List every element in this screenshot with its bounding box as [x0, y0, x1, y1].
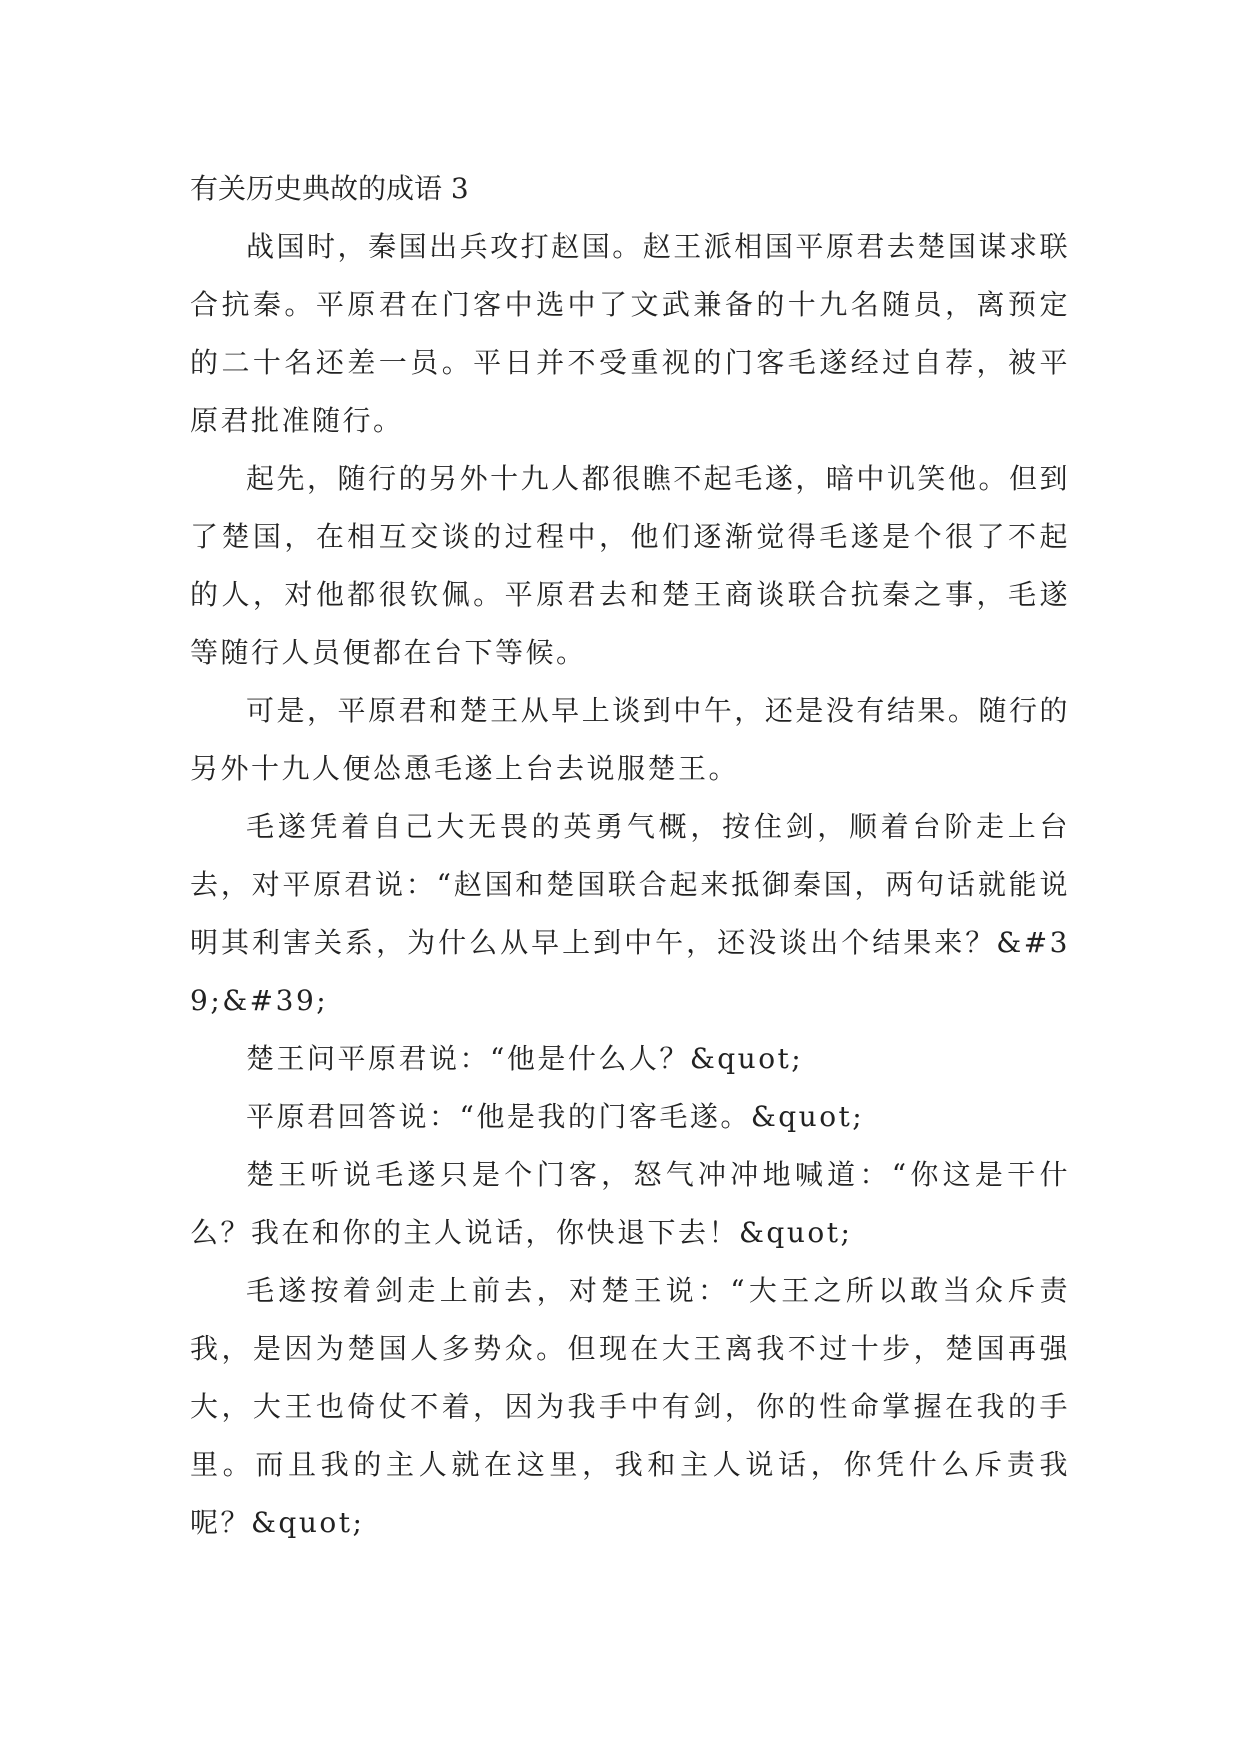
paragraph: 楚王问平原君说：“他是什么人？&quot; — [246, 1042, 804, 1075]
document-body — [190, 160, 1070, 1552]
paragraph: 楚王听说毛遂只是个门客，怒气冲冲地喊道：“你这是干什么？我在和你的主人说话，你快退下去！&quot; — [190, 1158, 1070, 1249]
paragraph: 平原君回答说：“他是我的门客毛遂。&quot; — [246, 1100, 865, 1133]
paragraph: 毛遂凭着自己大无畏的英勇气概，按住剑，顺着台阶走上台去，对平原君说：“赵国和楚国联合起来抵御秦国，两句话就能说明其利害关系，为什么从早上到中午，还没谈出个结果来？&#39;&#39; — [190, 810, 1070, 1017]
paragraph: 可是，平原君和楚王从早上谈到中午，还是没有结果。随行的另外十九人便怂恿毛遂上台去说服楚王。 — [190, 694, 1070, 785]
paragraph: 起先，随行的另外十九人都很瞧不起毛遂，暗中讥笑他。但到了楚国，在相互交谈的过程中，他们逐渐觉得毛遂是个很了不起的人，对他都很钦佩。平原君去和楚王商谈联合抗秦之事，毛遂等随行人员便都在台下等候。 — [190, 462, 1070, 669]
document-title: 有关历史典故的成语 3 — [190, 172, 469, 205]
paragraph: 毛遂按着剑走上前去，对楚王说：“大王之所以敢当众斥责我，是因为楚国人多势众。但现在大王离我不过十步，楚国再强大，大王也倚仗不着，因为我手中有剑，你的性命掌握在我的手里。而且我的主人就在这里，我和主人说话，你凭什么斥责我呢？&quot; — [190, 1274, 1070, 1539]
paragraph: 战国时，秦国出兵攻打赵国。赵王派相国平原君去楚国谋求联合抗秦。平原君在门客中选中了文武兼备的十九名随员，离预定的二十名还差一员。平日并不受重视的门客毛遂经过自荐，被平原君批准随行。 — [190, 230, 1070, 437]
